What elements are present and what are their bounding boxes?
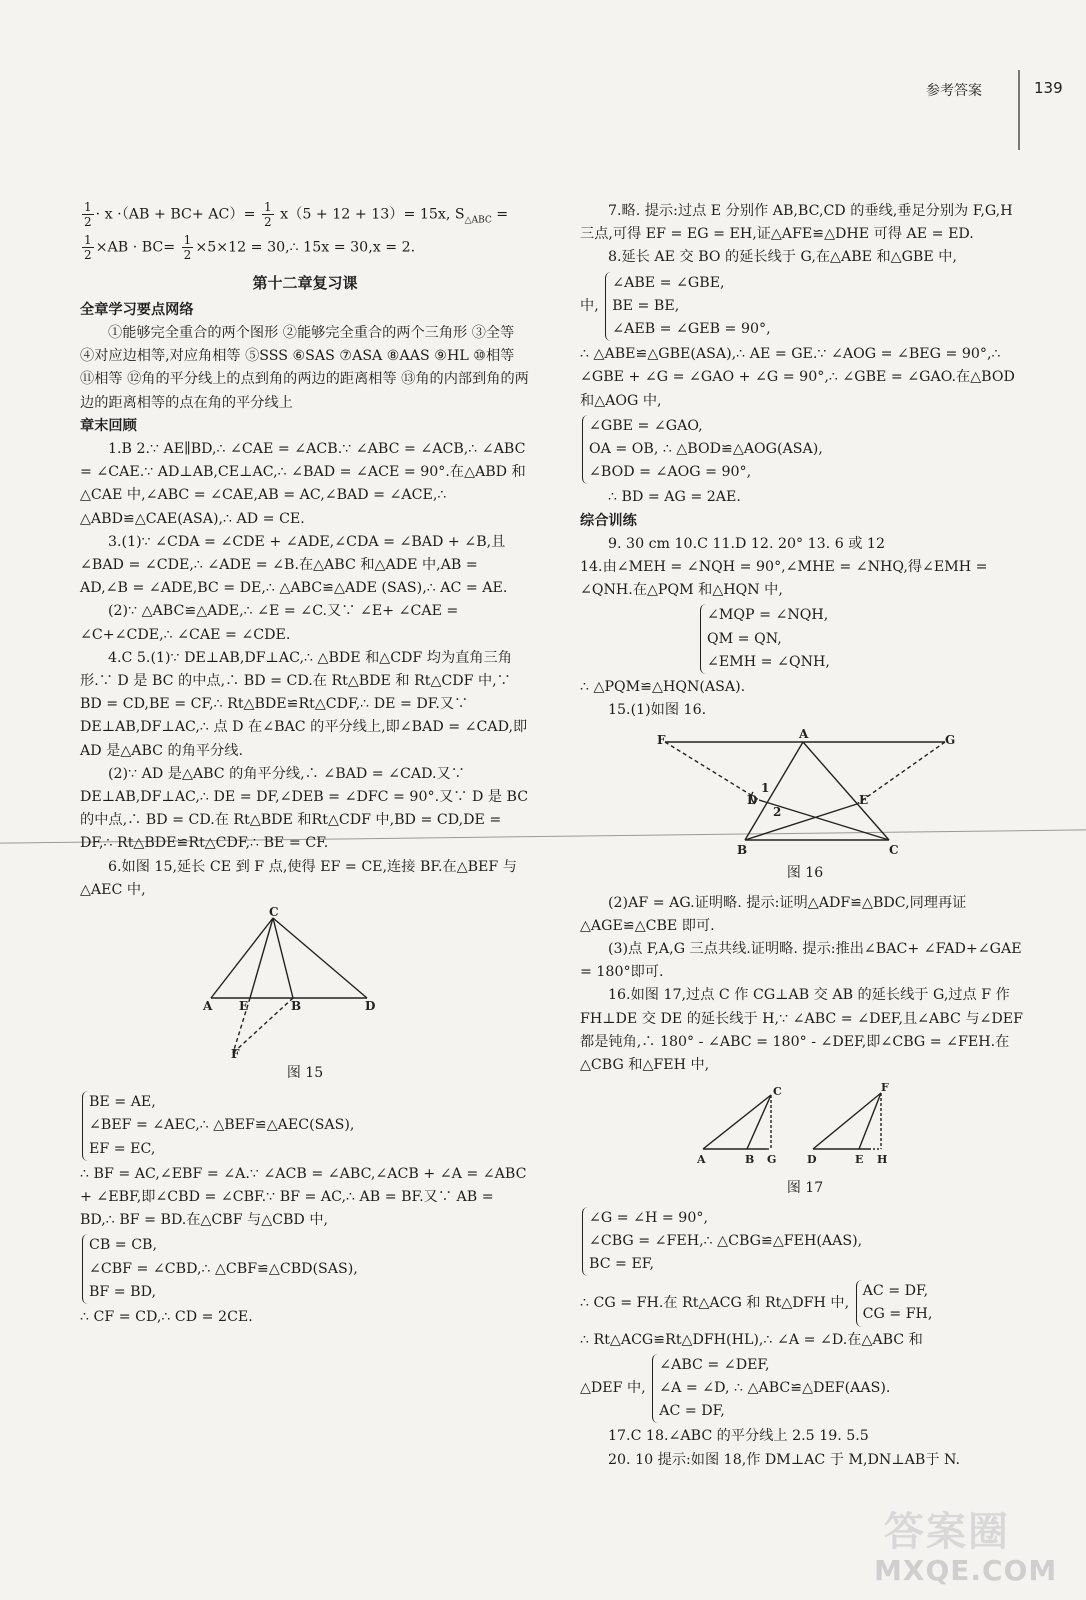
answer-9-13: 9. 30 cm 10.C 11.D 12. 20° 13. 6 或 12 bbox=[608, 535, 885, 552]
header-divider bbox=[1018, 70, 1020, 150]
answer-8: 8.延长 AE 交 BO 的延长线于 G,在△ABE 和△GBE 中, bbox=[608, 249, 957, 266]
brace-system-8: ∠ABC = ∠DEF, ∠A = ∠D, ∴ △ABC≌△DEF(AAS). AC = DF, bbox=[652, 1354, 890, 1424]
brace-system-3: ∠ABE = ∠GBE, BE = BE, ∠AEB = ∠GEB = 90°, bbox=[605, 272, 770, 342]
answer-15-3: (3)点 F,A,G 三点共线.证明略. 提示:推出∠BAC+ ∠FAD+∠GAE = 180°即可. bbox=[580, 941, 1022, 981]
answer-16-c: ∴ Rt△ACG≌Rt△DFH(HL),∴ ∠A = ∠D.在△ABC 和 bbox=[580, 1331, 923, 1348]
answer-14-b: ∴ △PQM≌△HQN(ASA). bbox=[580, 679, 746, 696]
fig16-label-D: D bbox=[747, 793, 758, 808]
answer-4-5-1: 4.C 5.(1)∵ DE⊥AB,DF⊥AC,∴ △BDE 和△CDF 均为直角三角形.∵ D 是 BC 的中点,∴ BD = CD.在 Rt△BDE 和 Rt△CDF 中,∵ BD = CD,BE = CF,∴ Rt△BDE≌Rt△CDF,∴ DE = DF.又∵ DE⊥AB,DF⊥AC,∴ 点 D 在∠BAC 的平分线上,即∠BAD = ∠CAD,即 AD 是△ABC 的角平分线. bbox=[80, 649, 528, 759]
network-heading: 全章学习要点网络 bbox=[80, 301, 194, 318]
network-text: ①能够完全重合的两个图形 ②能够完全重合的两个三角形 ③全等 ④对应边相等,对应角相等 ⑤SSS ⑥SAS ⑦ASA ⑧AAS ⑨HL ⑩相等 ⑪相等 ⑫角的平分线上的点到角的两边的距离相等 ⑬角的内部到角的两边的距离相等的点在角的平分线上 bbox=[80, 324, 529, 411]
figure-17-diagram bbox=[695, 1083, 915, 1173]
answer-16: 16.如图 17,过点 C 作 CG⊥AB 交 AB 的延长线于 G,过点 F 作 FH⊥DE 交 DE 的延长线于 H,∵ ∠ABC = ∠DEF,且∠ABC 与∠DEF 都是钝角,∴ 180° - ∠ABC = 180° - ∠DEF,即∠CBG = ∠FEH.在△CBG 和△FEH 中, bbox=[580, 987, 1023, 1074]
answer-7: 7.略. 提示:过点 E 分别作 AB,BC,CD 的垂线,垂足分别为 F,G,H 三点,可得 EF = EG = EH,证△AFE≌△DHE 可得 AE = ED. bbox=[580, 203, 1013, 243]
fig16-label-F: F bbox=[657, 733, 666, 748]
fig15-label-C: C bbox=[269, 905, 279, 920]
brace-system-7-row: ∴ CG = FH.在 Rt△ACG 和 Rt△DFH 中, AC = DF, CG = FH, bbox=[580, 1278, 1030, 1328]
fig17-label-D: D bbox=[807, 1153, 817, 1167]
fig16-label-E: E bbox=[859, 793, 869, 808]
brace-system-6: ∠G = ∠H = 90°, ∠CBG = ∠FEH,∴ △CBG≌△FEH(AAS), BC = EF, bbox=[582, 1207, 1030, 1277]
answer-6-b: ∴ BF = AC,∠EBF = ∠A.∵ ∠ACB = ∠ABC,∠ACB + ∠A = ∠ABC + ∠EBF,即∠CBD = ∠CBF.∵ BF = AC,∴ AB = BF.又∵ AB = BD,∴ BF = BD.在△CBF 与△CBD 中, bbox=[80, 1165, 527, 1229]
answer-20: 20. 10 提示:如图 18,作 DM⊥AC 于 M,DN⊥AB于 N. bbox=[608, 1451, 961, 1468]
fig15-label-A: A bbox=[203, 999, 213, 1014]
fraction: $\frac{1}{2}$ bbox=[84, 200, 92, 229]
fig17-label-B: B bbox=[745, 1153, 755, 1167]
intro-line-1: $\frac{1}{2}$ · x ·（AB + BC+ AC）= $\frac{1}{2}$ x（5 + 12 + 13）= 15x, $S_{\triangle ABC}$ = bbox=[84, 200, 509, 229]
page-number: 139 bbox=[1034, 79, 1063, 97]
fig17-label-F: F bbox=[881, 1081, 889, 1095]
figure-16-diagram bbox=[645, 728, 965, 858]
figure-15-diagram bbox=[203, 905, 405, 1062]
fig17-label-G: G bbox=[767, 1153, 777, 1167]
figure-16-caption: 图 16 bbox=[786, 865, 824, 882]
fig16-label-C: C bbox=[889, 843, 899, 858]
fraction: $\frac{1}{2}$ bbox=[84, 232, 92, 262]
fig17-label-H: H bbox=[877, 1153, 888, 1167]
answer-15-2: (2)AF = AG.证明略. 提示:证明△ADF≌△BDC,同理再证△AGE≌△CBE 即可. bbox=[580, 894, 967, 934]
watermark-logo: 答案圈 bbox=[884, 1509, 1010, 1555]
fraction: $\frac{1}{2}$ bbox=[183, 232, 192, 262]
left-column bbox=[80, 200, 530, 1329]
fraction: $\frac{1}{2}$ bbox=[263, 200, 272, 229]
fig16-label-B: B bbox=[737, 843, 748, 858]
brace-system-5: ∠MQP = ∠NQH, QM = QN, ∠EMH = ∠QNH, bbox=[700, 604, 1030, 674]
fig15-label-E: E bbox=[239, 999, 249, 1014]
review-heading: 章末回顾 bbox=[80, 417, 137, 434]
fig16-label-G: G bbox=[945, 733, 956, 748]
figure-15-caption: 图 15 bbox=[286, 1065, 324, 1082]
right-column bbox=[580, 200, 1030, 1472]
figure-17-caption: 图 17 bbox=[786, 1180, 824, 1197]
answer-8-c: ∴ BD = AG = 2AE. bbox=[608, 489, 741, 506]
fig17-label-C: C bbox=[773, 1085, 782, 1099]
answer-3-2: (2)∵ △ABC≌△ADE,∴ ∠E = ∠C.又∵ ∠E+ ∠CAE = ∠C+∠CDE,∴ ∠CAE = ∠CDE. bbox=[80, 603, 459, 643]
answer-1-2: 1.B 2.∵ AE∥BD,∴ ∠CAE = ∠ACB.∵ ∠ABC = ∠ACB,∴ ∠ABC = ∠CAE.∵ AD⊥AB,CE⊥AC,∴ ∠BAD = ∠ACE = 90°.在△ABD 和△CAE 中,∠ABC = ∠CAE,AB = AC,∠BAD = ∠ACE,∴ △ABD≌△CAE(ASA),∴ AD = CE. bbox=[80, 440, 526, 527]
header-section-label: 参考答案 bbox=[926, 83, 982, 99]
fig17-label-A: A bbox=[697, 1153, 706, 1167]
answer-6: 6.如图 15,延长 CE 到 F 点,使得 EF = CE,连接 BF.在△BEF 与△AEC 中, bbox=[80, 858, 517, 898]
brace-system-8-row: △DEF 中, ∠ABC = ∠DEF, ∠A = ∠D, ∴ △ABC≌△DEF(AAS). AC = DF, bbox=[580, 1352, 1030, 1426]
chapter-title: 第十二章复习课 bbox=[252, 273, 358, 292]
brace-system-3-row: 中, ∠ABE = ∠GBE, BE = BE, ∠AEB = ∠GEB = 90°, bbox=[580, 270, 1030, 344]
answer-6-c: ∴ CF = CD,∴ CD = 2CE. bbox=[80, 1309, 253, 1326]
answer-3-1: 3.(1)∵ ∠CDA = ∠CDE + ∠ADE,∠CDA = ∠BAD + ∠B,且∠BAD = ∠CDE,∴ ∠ADE = ∠B.在△ABC 和△ADE 中,AB = AD,∠B = ∠ADE,BC = DE,∴ △ABC≌△ADE (SAS),∴ AC = AE. bbox=[80, 533, 508, 597]
brace-system-2: CB = CB, ∠CBF = ∠CBD,∴ △CBF≌△CBD(SAS), BF = BD, bbox=[82, 1234, 530, 1304]
figure-15 bbox=[80, 905, 530, 1085]
answer-8-b: ∴ △ABE≌△GBE(ASA),∴ AE = GE.∵ ∠AOG = ∠BEG = 90°,∴ ∠GBE + ∠G = ∠GAO + ∠G = 90°,∴ ∠GBE = ∠GAO.在△BOD 和△AOG 中, bbox=[580, 346, 1015, 409]
fig16-label-1: 1 bbox=[761, 781, 770, 796]
answer-14: 14.由∠MEH = ∠NQH = 90°,∠MHE = ∠NHQ,得∠EMH = ∠QNH.在△PQM 和△HQN 中, bbox=[580, 559, 988, 599]
brace-system-1: BE = AE, ∠BEF = ∠AEC,∴ △BEF≌△AEC(SAS), EF = EC, bbox=[82, 1091, 530, 1161]
answer-5-2: (2)∵ AD 是△ABC 的角平分线,∴ ∠BAD = ∠CAD.又∵ DE⊥AB,DF⊥AC,∴ DE = DF,∠DEB = ∠DFC = 90°.又∵ D 是 BC 的中点,∴ BD = CD.在 Rt△BDE 和Rt△CDF 中,BD = CD,DE = DF,∴ Rt△BDE≌Rt△CDF,∴ BE = CF. bbox=[80, 765, 529, 852]
fig16-label-2: 2 bbox=[773, 805, 782, 820]
training-heading: 综合训练 bbox=[580, 512, 637, 529]
fig15-label-B: B bbox=[291, 999, 302, 1014]
fig16-label-A: A bbox=[799, 727, 809, 742]
watermark-url: MXQE.COM bbox=[874, 1554, 1058, 1587]
brace-system-4: ∠GBE = ∠GAO, OA = OB, ∴ △BOD≌△AOG(ASA), ∠BOD = ∠AOG = 90°, bbox=[582, 415, 1030, 485]
fig17-label-E: E bbox=[855, 1153, 864, 1167]
intro-line-2: $\frac{1}{2}$ ×AB · BC= $\frac{1}{2}$ ×5×12 = 30,∴ 15x = 30,x = 2. bbox=[84, 232, 416, 262]
answer-17-19: 17.C 18.∠ABC 的平分线上 2.5 19. 5.5 bbox=[608, 1428, 869, 1445]
fig15-label-D: D bbox=[365, 999, 376, 1014]
brace-system-7: AC = DF, CG = FH, bbox=[856, 1280, 933, 1326]
answer-15-1: 15.(1)如图 16. bbox=[608, 702, 707, 719]
fig15-label-F: F bbox=[231, 1047, 240, 1062]
figure-16 bbox=[580, 728, 1030, 885]
figure-17 bbox=[580, 1083, 1030, 1200]
